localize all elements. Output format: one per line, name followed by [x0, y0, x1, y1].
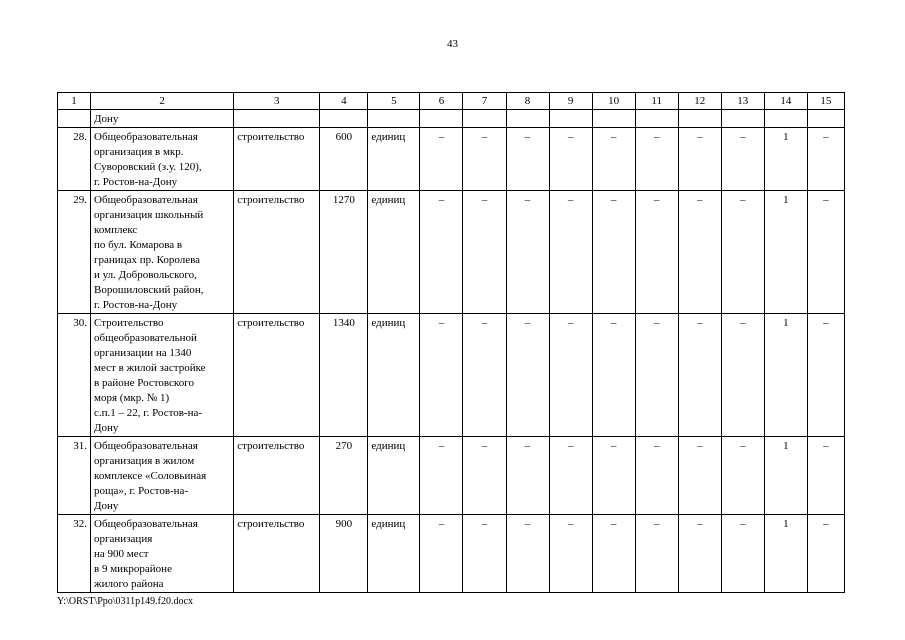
year-cell-15: –	[807, 191, 844, 314]
year-cell-12: –	[678, 515, 721, 593]
column-header-1: 1	[58, 93, 91, 110]
column-header-12: 12	[678, 93, 721, 110]
capacity-value: 1340	[320, 314, 368, 437]
year-cell-15: –	[807, 437, 844, 515]
year-cell-10: –	[592, 128, 635, 191]
year-cell-15: –	[807, 515, 844, 593]
column-header-8: 8	[506, 93, 549, 110]
table-row	[58, 437, 845, 515]
table-row	[58, 515, 845, 593]
year-cell-6: –	[420, 314, 463, 437]
year-cell-15: –	[807, 314, 844, 437]
year-cell-14: 1	[764, 314, 807, 437]
year-cell-8: –	[506, 437, 549, 515]
capacity-value: 270	[320, 437, 368, 515]
year-cell-14: 1	[764, 191, 807, 314]
year-cell-7: –	[463, 515, 506, 593]
column-header-7: 7	[463, 93, 506, 110]
year-cell-13: –	[721, 515, 764, 593]
row-number: 30.	[58, 314, 91, 437]
work-type: строительство	[234, 314, 320, 437]
year-cell-8: –	[506, 515, 549, 593]
year-cell-10: –	[592, 437, 635, 515]
year-cell-9: –	[549, 314, 592, 437]
object-name: Общеобразовательная организация в мкр. Суворовский (з.у. 120), г. Ростов-на-Дону	[91, 128, 234, 191]
year-cell-12: –	[678, 314, 721, 437]
unit-label: единиц	[368, 191, 420, 314]
year-cell-6: –	[420, 437, 463, 515]
table-row	[58, 191, 845, 314]
year-cell-14: 1	[764, 128, 807, 191]
column-header-row	[58, 93, 845, 110]
year-cell-12: –	[678, 128, 721, 191]
work-type: строительство	[234, 437, 320, 515]
year-cell-11: –	[635, 128, 678, 191]
row-number: 29.	[58, 191, 91, 314]
year-cell-8: –	[506, 191, 549, 314]
unit-label: единиц	[368, 128, 420, 191]
column-header-15: 15	[807, 93, 844, 110]
object-name: Общеобразовательная организация на 900 мест в 9 микрорайоне жилого района	[91, 515, 234, 593]
year-cell-10: –	[592, 515, 635, 593]
column-header-11: 11	[635, 93, 678, 110]
unit-label: единиц	[368, 515, 420, 593]
year-cell-13: –	[721, 437, 764, 515]
column-header-10: 10	[592, 93, 635, 110]
year-cell-8: –	[506, 314, 549, 437]
continuation-num-cell	[58, 110, 91, 128]
data-table	[57, 92, 845, 593]
year-cell-9: –	[549, 515, 592, 593]
year-cell-15: –	[807, 128, 844, 191]
capacity-value: 600	[320, 128, 368, 191]
year-cell-14: 1	[764, 437, 807, 515]
year-cell-12: –	[678, 437, 721, 515]
year-cell-7: –	[463, 191, 506, 314]
continuation-row	[58, 110, 845, 128]
year-cell-11: –	[635, 314, 678, 437]
column-header-3: 3	[234, 93, 320, 110]
year-cell-13: –	[721, 191, 764, 314]
capacity-value: 900	[320, 515, 368, 593]
work-type: строительство	[234, 515, 320, 593]
year-cell-9: –	[549, 437, 592, 515]
page-number: 43	[447, 38, 458, 50]
year-cell-6: –	[420, 515, 463, 593]
year-cell-7: –	[463, 437, 506, 515]
year-cell-11: –	[635, 191, 678, 314]
row-number: 28.	[58, 128, 91, 191]
column-header-5: 5	[368, 93, 420, 110]
year-cell-10: –	[592, 314, 635, 437]
capacity-value: 1270	[320, 191, 368, 314]
row-number: 31.	[58, 437, 91, 515]
object-name: Общеобразовательная организация в жилом комплексе «Соловьиная роща», г. Ростов-на- Дону	[91, 437, 234, 515]
year-cell-6: –	[420, 191, 463, 314]
year-cell-8: –	[506, 128, 549, 191]
column-header-13: 13	[721, 93, 764, 110]
year-cell-7: –	[463, 314, 506, 437]
year-cell-9: –	[549, 191, 592, 314]
work-type: строительство	[234, 191, 320, 314]
table-row	[58, 314, 845, 437]
unit-label: единиц	[368, 437, 420, 515]
year-cell-7: –	[463, 128, 506, 191]
year-cell-12: –	[678, 191, 721, 314]
year-cell-6: –	[420, 128, 463, 191]
year-cell-13: –	[721, 128, 764, 191]
year-cell-9: –	[549, 128, 592, 191]
row-number: 32.	[58, 515, 91, 593]
year-cell-10: –	[592, 191, 635, 314]
object-name: Общеобразовательная организация школьный комплекс по бул. Комарова в границах пр. Королева и ул. Добровольского, Ворошиловский район, г. Ростов-на-Дону	[91, 191, 234, 314]
column-header-6: 6	[420, 93, 463, 110]
work-type: строительство	[234, 128, 320, 191]
object-name: Строительство общеобразовательной организации на 1340 мест в жилой застройке в районе Ростовского моря (мкр. № 1) с.п.1 – 22, г. Ростов-на- Дону	[91, 314, 234, 437]
column-header-4: 4	[320, 93, 368, 110]
column-header-9: 9	[549, 93, 592, 110]
table-row	[58, 128, 845, 191]
unit-label: единиц	[368, 314, 420, 437]
year-cell-13: –	[721, 314, 764, 437]
year-cell-14: 1	[764, 515, 807, 593]
year-cell-11: –	[635, 515, 678, 593]
continuation-text-cell: Дону	[91, 110, 234, 128]
column-header-14: 14	[764, 93, 807, 110]
column-header-2: 2	[91, 93, 234, 110]
footer-file-path: Y:\ORST\Ppo\0311p149.f20.docx	[57, 596, 193, 607]
year-cell-11: –	[635, 437, 678, 515]
